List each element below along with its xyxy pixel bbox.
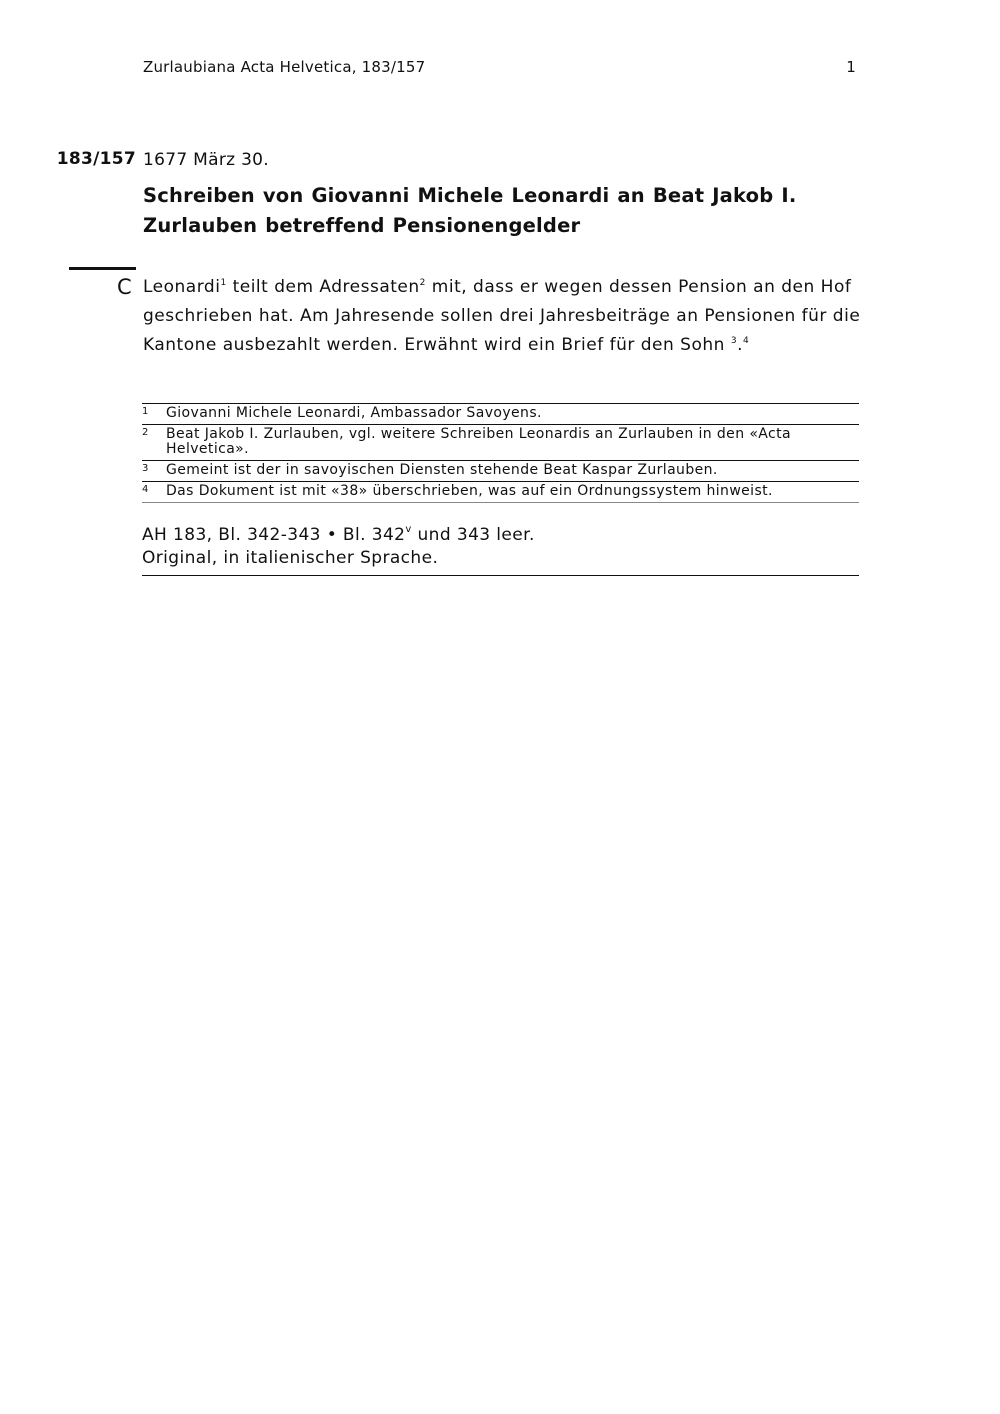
- footnote: [142, 461, 859, 482]
- running-head-title: Zurlaubiana Acta Helvetica, 183/157: [143, 58, 426, 76]
- document-number: 183/157: [56, 149, 136, 169]
- verso-mark: v: [405, 524, 412, 535]
- summary-text-3: mit, dass er wegen dessen Pension an den Hof geschrieben hat. Am Jahresende sollen drei Jahresbeiträge an Pensionen für die Kantone ausbezahlt werden. Erwähnt wird ein Brief für den Sohn: [143, 277, 861, 355]
- footnote-ref-4[interactable]: 4: [742, 336, 750, 346]
- footnote-text: Gemeint ist der in savoyischen Diensten stehende Beat Kaspar Zurlauben.: [166, 462, 718, 478]
- footnote: [142, 404, 859, 425]
- footnote-mark: 4: [142, 484, 149, 495]
- running-head: [143, 58, 859, 76]
- source-citation: [142, 524, 859, 576]
- footnote-mark: 3: [142, 463, 149, 474]
- footnote: [142, 425, 859, 461]
- document-date: 1677 März 30.: [143, 150, 270, 170]
- footnote-text: Das Dokument ist mit «38» überschrieben, was auf ein Ordnungssystem hinweist.: [166, 483, 773, 499]
- footnote-text: Giovanni Michele Leonardi, Ambassador Savoyens.: [166, 405, 542, 421]
- source-shelfmark-note: und 343 leer.: [411, 525, 535, 545]
- page-number: 1: [846, 58, 856, 76]
- footnote-ref-1[interactable]: 1: [220, 278, 227, 288]
- footnote-mark: 1: [142, 406, 149, 417]
- footnote-text: Beat Jakob I. Zurlauben, vgl. weitere Schreiben Leonardis an Zurlauben in den «Acta Helvetica».: [166, 426, 791, 457]
- footnote-ref-3[interactable]: 3: [730, 336, 738, 346]
- section-marker-rule: [69, 267, 136, 270]
- summary-text-4: .: [737, 335, 743, 355]
- summary-paragraph: [143, 273, 861, 360]
- document-title-line-1: Schreiben von Giovanni Michele Leonardi an Beat Jakob I.: [143, 184, 797, 207]
- source-line-2: Original, in italienischer Sprache.: [142, 548, 439, 568]
- summary-text-2: teilt dem Adressaten: [226, 277, 420, 297]
- source-shelfmark: AH 183, Bl. 342-343 • Bl. 342: [142, 525, 406, 545]
- section-marker-letter: C: [117, 275, 132, 299]
- document-title-line-2: Zurlauben betreffend Pensionengelder: [143, 214, 581, 237]
- source-line-1: [142, 524, 859, 547]
- footnote-mark: 2: [142, 427, 149, 438]
- footnote: [142, 482, 859, 503]
- footnotes: [142, 403, 859, 503]
- footnote-ref-2[interactable]: 2: [419, 278, 426, 288]
- summary-text-1: Leonardi: [143, 277, 221, 297]
- document-title: [143, 181, 859, 241]
